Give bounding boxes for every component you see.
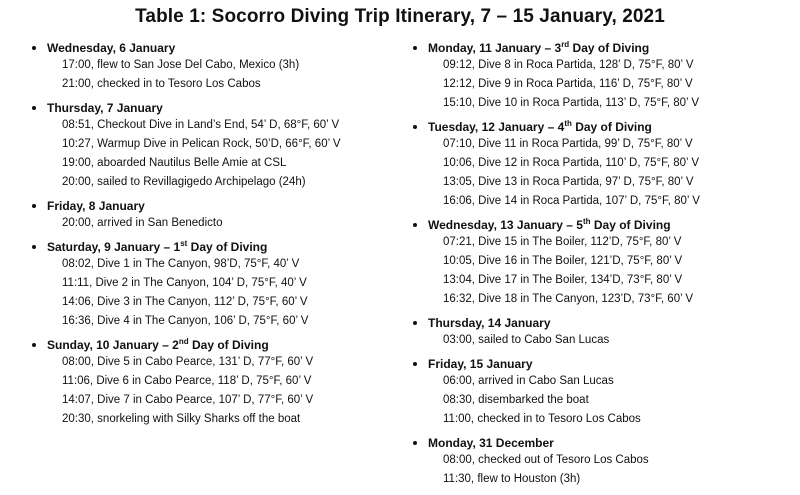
day-label: Day of Diving bbox=[571, 120, 652, 134]
bullet-icon bbox=[32, 106, 36, 110]
event-item: 10:05, Dive 16 in The Boiler, 121’D, 75°F, 80’ V bbox=[443, 255, 683, 267]
event-item: 10:27, Warmup Dive in Pelican Rock, 50’D, 66°F, 60’ V bbox=[62, 138, 341, 150]
day-date: Thursday, 7 January bbox=[47, 101, 163, 115]
event-item: 14:06, Dive 3 in The Canyon, 112’ D, 75°F, 60’ V bbox=[62, 296, 308, 308]
event-item: 08:00, Dive 5 in Cabo Pearce, 131’ D, 77°F, 60’ V bbox=[62, 356, 314, 368]
day-block bbox=[413, 217, 788, 309]
event-item: 11:00, checked in to Tesoro Los Cabos bbox=[443, 413, 641, 425]
day-block bbox=[413, 119, 788, 211]
day-heading bbox=[413, 315, 788, 331]
event-item: 14:07, Dive 7 in Cabo Pearce, 107’ D, 77°F, 60’ V bbox=[62, 394, 314, 406]
day-ordinal-suffix: st bbox=[180, 239, 188, 248]
event-item: 08:00, checked out of Tesoro Los Cabos bbox=[443, 454, 649, 466]
bullet-icon bbox=[413, 46, 417, 50]
event-item: 20:00, sailed to Revillagigedo Archipelago (24h) bbox=[62, 176, 306, 188]
itinerary-left-column bbox=[32, 40, 392, 435]
day-date: Friday, 15 January bbox=[428, 357, 533, 371]
event-item: 19:00, aboarded Nautilus Belle Amie at CSL bbox=[62, 157, 287, 169]
event-item: 08:02, Dive 1 in The Canyon, 98’D, 75°F, 40’ V bbox=[62, 258, 300, 270]
event-item: 07:10, Dive 11 in Roca Partida, 99’ D, 75°F, 80’ V bbox=[443, 138, 693, 150]
day-block bbox=[413, 435, 788, 489]
day-block bbox=[32, 100, 392, 192]
event-item: 09:12, Dive 8 in Roca Partida, 128’ D, 75°F, 80’ V bbox=[443, 59, 694, 71]
bullet-icon bbox=[413, 362, 417, 366]
day-block bbox=[32, 198, 392, 233]
day-date: Wednesday, 6 January bbox=[47, 41, 176, 55]
event-item: 07:21, Dive 15 in The Boiler, 112’D, 75°F, 80’ V bbox=[443, 236, 682, 248]
event-item: 12:12, Dive 9 in Roca Partida, 116’ D, 75°F, 80’ V bbox=[443, 78, 693, 90]
event-item: 13:04, Dive 17 in The Boiler, 134’D, 73°F, 80’ V bbox=[443, 274, 683, 286]
day-separator: – bbox=[541, 41, 555, 55]
day-date: Sunday, 10 January bbox=[47, 338, 159, 352]
bullet-icon bbox=[413, 223, 417, 227]
event-item: 13:05, Dive 13 in Roca Partida, 97’ D, 75°F, 80’ V bbox=[443, 176, 694, 188]
bullet-icon bbox=[32, 343, 36, 347]
day-heading bbox=[413, 435, 788, 451]
event-item: 20:30, snorkeling with Silky Sharks off the boat bbox=[62, 413, 301, 425]
event-item: 03:00, sailed to Cabo San Lucas bbox=[443, 334, 610, 346]
day-block bbox=[32, 40, 392, 94]
event-item: 08:30, disembarked the boat bbox=[443, 394, 589, 406]
bullet-icon bbox=[32, 204, 36, 208]
day-heading bbox=[413, 217, 788, 233]
day-separator: – bbox=[562, 218, 577, 232]
bullet-icon bbox=[413, 441, 417, 445]
event-item: 10:06, Dive 12 in Roca Partida, 110’ D, 75°F, 80’ V bbox=[443, 157, 700, 169]
day-date: Tuesday, 12 January bbox=[428, 120, 545, 134]
day-heading bbox=[32, 198, 392, 214]
day-heading bbox=[413, 119, 788, 135]
day-ordinal: 2 bbox=[172, 338, 179, 352]
event-item: 16:32, Dive 18 in The Canyon, 123’D, 73°F, 60’ V bbox=[443, 293, 694, 305]
day-label: Day of Diving bbox=[187, 240, 268, 254]
day-block bbox=[32, 239, 392, 331]
event-item: 08:51, Checkout Dive in Land’s End, 54’ D, 68°F, 60’ V bbox=[62, 119, 340, 131]
day-ordinal-suffix: nd bbox=[178, 337, 189, 346]
event-item: 06:00, arrived in Cabo San Lucas bbox=[443, 375, 614, 387]
day-block bbox=[413, 315, 788, 350]
bullet-icon bbox=[32, 245, 36, 249]
day-label: Day of Diving bbox=[188, 338, 269, 352]
event-item: 15:10, Dive 10 in Roca Partida, 113’ D, 75°F, 80’ V bbox=[443, 97, 700, 109]
day-separator: – bbox=[160, 240, 174, 254]
page-title: Table 1: Socorro Diving Trip Itinerary, 7 – 15 January, 2021 bbox=[135, 6, 665, 27]
event-item: 17:00, flew to San Jose Del Cabo, Mexico (3h) bbox=[62, 59, 300, 71]
day-label: Day of Diving bbox=[569, 41, 650, 55]
day-separator: – bbox=[544, 120, 558, 134]
day-ordinal-suffix: th bbox=[582, 217, 591, 226]
day-heading bbox=[413, 356, 788, 372]
day-block bbox=[413, 356, 788, 429]
day-ordinal-suffix: th bbox=[564, 119, 572, 128]
day-date: Friday, 8 January bbox=[47, 199, 145, 213]
event-item: 16:36, Dive 4 in The Canyon, 106’ D, 75°F, 60’ V bbox=[62, 315, 309, 327]
event-item: 20:00, arrived in San Benedicto bbox=[62, 217, 223, 229]
day-heading bbox=[32, 100, 392, 116]
day-ordinal: 1 bbox=[173, 240, 181, 254]
day-ordinal: 3 bbox=[554, 41, 562, 55]
day-date: Monday, 11 January bbox=[428, 41, 542, 55]
day-separator: – bbox=[158, 338, 173, 352]
event-item: 11:06, Dive 6 in Cabo Pearce, 118’ D, 75°F, 60’ V bbox=[62, 375, 312, 387]
day-date: Wednesday, 13 January bbox=[428, 218, 563, 232]
day-date: Thursday, 14 January bbox=[428, 316, 551, 330]
event-item: 11:30, flew to Houston (3h) bbox=[443, 473, 581, 485]
bullet-icon bbox=[413, 125, 417, 129]
day-heading bbox=[32, 337, 392, 353]
day-date: Monday, 31 December bbox=[428, 436, 554, 450]
day-ordinal: 5 bbox=[576, 218, 583, 232]
event-item: 21:00, checked in to Tesoro Los Cabos bbox=[62, 78, 261, 90]
day-block bbox=[413, 40, 788, 113]
day-heading bbox=[32, 40, 392, 56]
day-heading bbox=[32, 239, 392, 255]
day-block bbox=[32, 337, 392, 429]
bullet-icon bbox=[413, 321, 417, 325]
day-heading bbox=[413, 40, 788, 56]
day-ordinal-suffix: rd bbox=[561, 40, 570, 49]
day-date: Saturday, 9 January bbox=[47, 240, 161, 254]
event-item: 16:06, Dive 14 in Roca Partida, 107’ D, 75°F, 80’ V bbox=[443, 195, 700, 207]
bullet-icon bbox=[32, 46, 36, 50]
day-ordinal: 4 bbox=[557, 120, 565, 134]
event-item: 11:11, Dive 2 in The Canyon, 104’ D, 75°F, 40’ V bbox=[62, 277, 307, 289]
day-label: Day of Diving bbox=[590, 218, 671, 232]
itinerary-right-column bbox=[413, 40, 788, 495]
